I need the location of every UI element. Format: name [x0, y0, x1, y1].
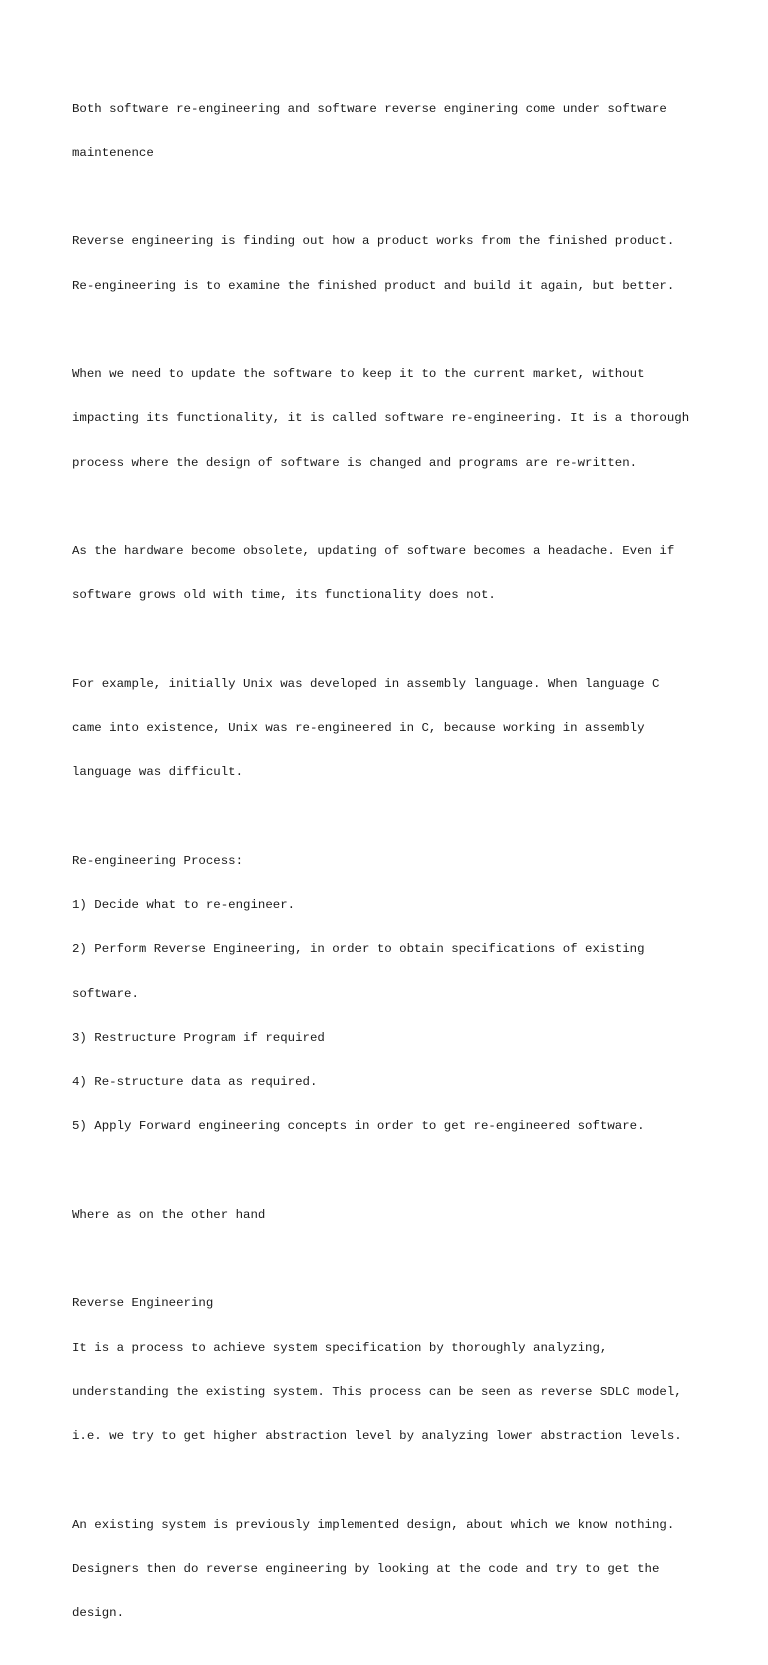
text-line: As the hardware become obsolete, updating of software becomes a headache. Even if [72, 544, 675, 558]
text-line: maintenence [72, 145, 154, 160]
paragraph-process-list [72, 824, 712, 1163]
list-item: 3) Restructure Program if required [72, 1030, 325, 1045]
text-line: An existing system is previously implemented design, about which we know nothing. [72, 1517, 675, 1532]
paragraph-hardware [72, 515, 712, 633]
text-line: language was difficult. [72, 765, 244, 780]
list-heading: Re-engineering Process: [72, 853, 244, 868]
text-line: process where the design of software is changed and programs are re-written. [72, 455, 638, 470]
text-line: Where as on the other hand [72, 1207, 266, 1222]
text-line: software grows old with time, its functionality does not. [72, 588, 496, 603]
text-line: Reverse engineering is finding out how a product works from the finished product. [72, 234, 675, 249]
paragraph-reverse-engineering [72, 1267, 712, 1474]
text-line: impacting its functionality, it is called software re-engineering. It is a thorough [72, 411, 690, 426]
list-item: 4) Re-structure data as required. [72, 1075, 318, 1089]
text-line: design. [72, 1606, 125, 1620]
text-line: When we need to update the software to keep it to the current market, without [72, 367, 645, 381]
text-line: i.e. we try to get higher abstraction level by analyzing lower abstraction levels. [72, 1429, 682, 1443]
paragraph-maintenance [72, 72, 712, 190]
list-item: 2) Perform Reverse Engineering, in order to obtain specifications of existing [72, 942, 645, 957]
section-heading: Reverse Engineering [72, 1296, 214, 1311]
text-line: Designers then do reverse engineering by looking at the code and try to get the [72, 1561, 660, 1576]
paragraph-transition [72, 1178, 712, 1252]
text-line: came into existence, Unix was re-engineered in C, because working in assembly [72, 721, 645, 735]
paragraph-example [72, 647, 712, 809]
paragraph-update [72, 338, 712, 500]
text-line: Re-engineering is to examine the finished product and build it again, but better. [72, 278, 675, 293]
text-line: It is a process to achieve system specification by thoroughly analyzing, [72, 1340, 608, 1355]
document-page [72, 72, 712, 1665]
list-item: 1) Decide what to re-engineer. [72, 898, 296, 912]
paragraph-existing-system [72, 1488, 712, 1650]
text-line: understanding the existing system. This process can be seen as reverse SDLC model, [72, 1384, 682, 1399]
text-line: Both software re-engineering and software reverse enginering come under software [72, 101, 667, 116]
list-item: 5) Apply Forward engineering concepts in order to get re-engineered software. [72, 1119, 645, 1134]
list-item: software. [72, 986, 139, 1001]
paragraph-definitions [72, 205, 712, 323]
text-line: For example, initially Unix was developed in assembly language. When language C [72, 676, 660, 691]
